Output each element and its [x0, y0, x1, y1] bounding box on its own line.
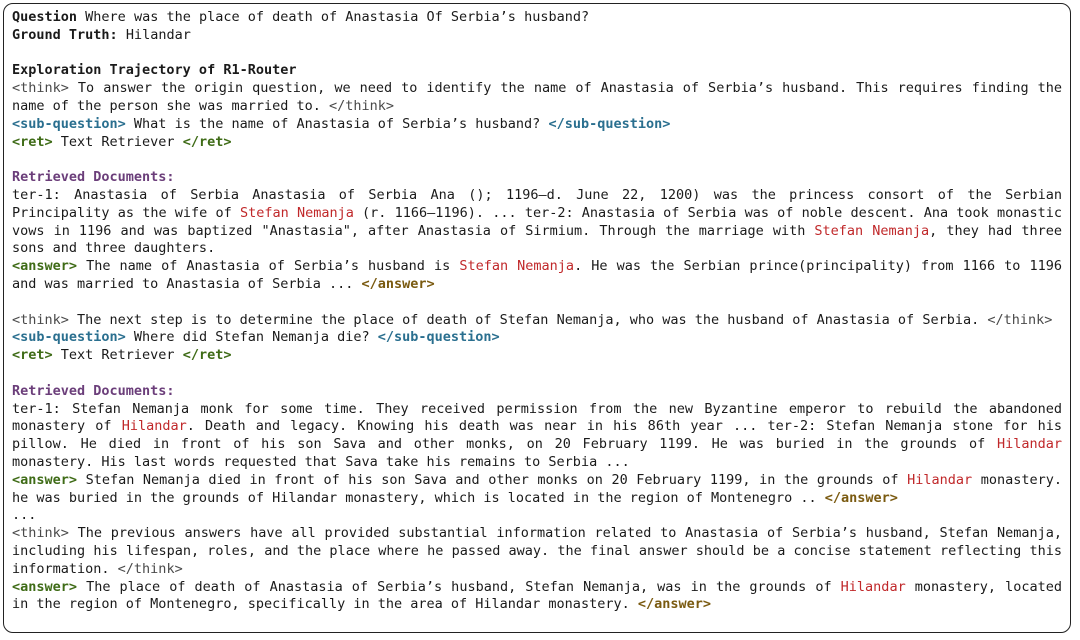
think-text: The next step is to determine the place of death of Stefan Nemanja, who was the husband of Anastasia of Serbia. [68, 311, 988, 328]
entity-highlight: Stefan Nemanja [459, 258, 575, 275]
question-text: Where was the place of death of Anastasia Of Serbia’s husband? [85, 9, 590, 25]
doc-text: , they had three sons and three daughters. [12, 222, 1063, 257]
subq-text: What is the name of Anastasia of Serbia’s husband? [125, 115, 549, 132]
ret-open-tag: <ret> [12, 347, 53, 364]
think-block-1 [12, 80, 1062, 116]
entity-highlight: Stefan Nemanja [239, 204, 354, 221]
subq-open-tag: <sub-question> [12, 115, 126, 132]
ret-text: Text Retriever [52, 133, 183, 150]
think-close-tag: </think> [328, 97, 395, 114]
doc-text: ter-1: Anastasia of Serbia Anastasia of Serbia Ana (); 1196–d. June 22, 1200) was the princess consort of the Serbian Principality as the wife of [12, 186, 1062, 221]
spacer [12, 151, 1062, 169]
answer-block-2 [12, 472, 1062, 508]
trajectory-title: Exploration Trajectory of R1-Router [12, 62, 297, 79]
subq-close-tag: </sub-question> [548, 115, 671, 132]
answer-text: The place of death of Anastasia of Serbia’s husband, Stefan Nemanja, was in the grounds of [77, 578, 841, 595]
sub-question-1 [12, 116, 1062, 134]
subq-open-tag: <sub-question> [12, 329, 126, 346]
answer-text: Stefan Nemanja died in front of his son Sava and other monks on 20 February 1199, in the grounds of [77, 471, 908, 488]
doc-text: (r. 1166–1196). ... ter-2: Anastasia of Serbia was of noble descent. Ana took monastic vows in 1196 and was baptized "Anastasia", after Anastasia of Sirmium. Through the marriage with [12, 204, 1063, 239]
ground-truth-label: Ground Truth: [12, 26, 118, 43]
answer-close-tag: </answer> [637, 596, 711, 613]
answer-close-tag: </answer> [824, 489, 898, 506]
subq-close-tag: </sub-question> [377, 329, 500, 346]
case-study-box [3, 3, 1071, 633]
question-line [12, 9, 1062, 27]
answer-block-final [12, 579, 1062, 615]
subq-text: Where did Stefan Nemanja die? [125, 329, 378, 346]
think-block-final [12, 525, 1062, 578]
retrieved-docs-2 [12, 401, 1062, 472]
think-open-tag: <think> [12, 80, 69, 97]
ret-2 [12, 347, 1062, 365]
ret-1 [12, 134, 1062, 152]
answer-open-tag: <answer> [12, 471, 78, 488]
ground-truth-line [12, 27, 1062, 45]
doc-text: ter-1: Stefan Nemanja monk for some time. They received permission from the new Byzantine emperor to rebuild the abandoned monastery of [12, 400, 1062, 435]
answer-text: monastery. he was buried in the grounds of Hilandar monastery, which is located in the region of Montenegro .. [12, 471, 1062, 506]
answer-text: monastery, located in the region of Montenegro, specifically in the area of Hilandar monastery. [12, 578, 1062, 613]
retrieved-docs-1 [12, 187, 1062, 258]
place-highlight: Hilandar [907, 471, 973, 488]
place-highlight: Hilandar [840, 578, 906, 595]
think-block-2 [12, 312, 1062, 330]
think-close-tag: </think> [117, 560, 183, 577]
ret-text: Text Retriever [52, 347, 183, 364]
retrieved-label-2: Retrieved Documents: [12, 382, 175, 399]
spacer [12, 365, 1062, 383]
think-close-tag: </think> [987, 311, 1053, 328]
think-text: To answer the origin question, we need to identify the name of Anastasia of Serbia’s husband. This requires finding the name of the person she was married to. [12, 80, 1062, 114]
entity-highlight: Stefan Nemanja [814, 222, 930, 239]
place-highlight: Hilandar [121, 418, 187, 435]
sub-question-2 [12, 329, 1062, 347]
place-highlight: Hilandar [996, 436, 1062, 453]
question-label: Question [12, 9, 78, 25]
doc-text: monastery. His last words requested that Sava take his remains to Serbia ... [12, 453, 630, 470]
spacer [12, 294, 1062, 312]
answer-text: . He was the Serbian prince(principality) from 1166 to 1196 and was married to Anastasia of Serbia ... [12, 258, 1063, 292]
think-open-tag: <think> [12, 311, 69, 328]
ground-truth-value: Hilandar [125, 26, 191, 43]
ret-open-tag: <ret> [12, 133, 53, 150]
retrieved-label-1: Retrieved Documents: [12, 169, 175, 186]
ret-close-tag: </ret> [182, 347, 232, 364]
ellipsis: ... [12, 507, 37, 524]
answer-text: The name of Anastasia of Serbia’s husband is [77, 258, 460, 275]
spacer [12, 45, 1062, 63]
answer-close-tag: </answer> [361, 275, 435, 292]
think-text: The previous answers have all provided substantial information related to Anastasia of Serbia’s husband, Stefan Nemanja, including his lifespan, roles, and the place where he passed away. the final answer should be a concise statement reflecting this information. [12, 525, 1062, 577]
answer-block-1 [12, 258, 1062, 294]
answer-open-tag: <answer> [12, 258, 78, 275]
doc-text: . Death and legacy. Knowing his death was near in his 86th year ... ter-2: Stefan Nemanja stone for his pillow. He died in front of his son Sava and other monks, on 20 February 1199. He was buried in the grounds of [12, 418, 1062, 453]
answer-open-tag: <answer> [12, 578, 78, 595]
think-open-tag: <think> [12, 525, 69, 542]
ret-close-tag: </ret> [182, 133, 232, 150]
